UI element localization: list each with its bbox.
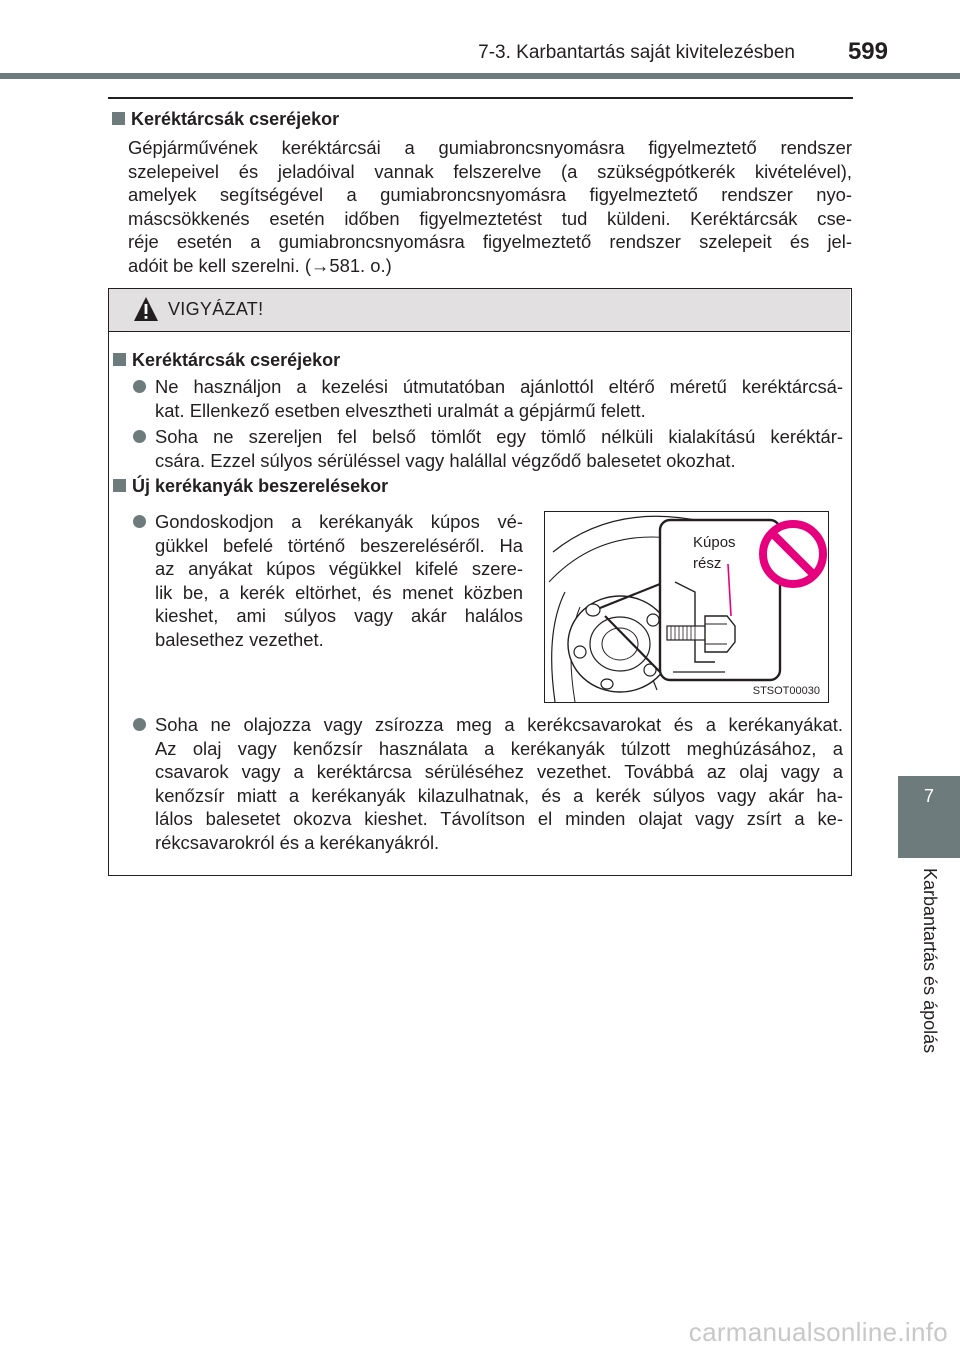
caution-heading-text: Új kerékanyák beszerelésekor (132, 476, 389, 496)
caution-header (109, 289, 850, 332)
bullet-line: Az olaj vagy kenőzsír használata a kerékanyák túlzott meghúzásához, a (155, 737, 843, 759)
bullet-line: Soha ne olajozza vagy zsírozza meg a kerékcsavarokat és a kerékanyákat. (155, 714, 843, 735)
paragraph-line: amelyek segítségével a gumiabroncsnyomásra figyelmeztető rendszer nyo- (128, 184, 852, 205)
section-heading-text: Keréktárcsák cseréjekor (131, 109, 340, 129)
bullet-line: Gondoskodjon a kerékanyák kúpos vé- (155, 511, 523, 532)
figure-code: STSOT00030 (752, 685, 820, 697)
caution-heading-text: Keréktárcsák cseréjekor (132, 350, 341, 370)
caution-heading (113, 476, 388, 497)
chapter-label: Karbantartás és ápolás (920, 868, 940, 1054)
bullet-line: kenőzsír miatt a kerékanyák kilazulhatnak, és a kerék súlyos vagy akár ha- (155, 784, 843, 806)
bullet-line: kat. Ellenkező esetben elvesztheti uralmát a gépjármű felett. (155, 399, 646, 421)
bullet-line: gükkel befelé történő beszereléséről. Ha (155, 534, 523, 556)
bullet-text (155, 375, 843, 422)
bullet-line: lálos balesetet okozva kieshet. Távolítson el minden olajat vagy zsírt a ke- (155, 808, 843, 829)
running-header: 7-3. Karbantartás saját kivitelezésben (478, 42, 795, 63)
bullet-line: balesethez vezethet. (155, 628, 324, 650)
square-bullet-icon (113, 479, 126, 492)
bullet-line: csára. Ezzel súlyos sérüléssel vagy halállal végződő balesetet okozhat. (155, 449, 736, 471)
bullet-line: lik be, a kerék eltörhet, és menet közben (155, 581, 523, 603)
bullet-text (155, 510, 523, 651)
bullet-line: Ne használjon a kezelési útmutatóban ajánlottól eltérő méretű keréktárcsá- (155, 376, 843, 397)
bullet-line: rékcsavarokról és a kerékanyákról. (155, 831, 440, 853)
bullet-text (155, 713, 843, 854)
square-bullet-icon (112, 112, 125, 125)
bullet-line: kieshet, ami súlyos vagy akár halálos (155, 605, 523, 626)
paragraph-line: szelepeivel és jeladóival vannak felszerelve (a szükségpótkerék kivételével), (128, 160, 852, 182)
paragraph-line: réje esetén a gumiabroncsnyomásra figyelmeztető rendszer szelepeit és jel- (128, 231, 852, 252)
cone-part-label (693, 532, 736, 574)
chapter-tab (898, 776, 960, 858)
square-bullet-icon (113, 353, 126, 366)
warning-triangle-icon (133, 295, 159, 323)
label-line: rész (693, 555, 722, 572)
bullet-line: az anyákat kúpos végükkel kifelé szere- (155, 558, 523, 579)
circle-bullet-icon (133, 515, 146, 528)
caution-title: VIGYÁZAT! (168, 299, 264, 319)
caution-heading (113, 350, 340, 371)
chapter-number: 7 (923, 786, 934, 806)
circle-bullet-icon (133, 380, 146, 393)
caution-box (108, 288, 852, 876)
lug-nut-illustration (544, 511, 829, 703)
section-paragraph (128, 136, 852, 277)
bullet-text (155, 425, 843, 472)
section-rule (108, 97, 853, 99)
bullet-line: csavarok vagy a keréktárcsa sérüléséhez vezethet. Továbbá az olaj vagy a (155, 761, 843, 782)
watermark: carmanualsonline.info (688, 1317, 948, 1347)
circle-bullet-icon (133, 430, 146, 443)
wheel-hub-drawing (545, 512, 829, 703)
header-rule (0, 73, 960, 79)
section-heading (112, 109, 339, 130)
page-number: 599 (847, 38, 888, 65)
paragraph-line: Gépjárművének keréktárcsái a gumiabroncsnyomásra figyelmeztető rendszer (128, 137, 852, 158)
circle-bullet-icon (133, 718, 146, 731)
paragraph-line: adóit be kell szerelni. (→581. o.) (128, 254, 392, 276)
label-line: Kúpos (693, 534, 736, 551)
paragraph-line: máscsökkenés esetén időben figyelmeztetést tud küldeni. Keréktárcsák cse- (128, 207, 852, 229)
bullet-line: Soha ne szereljen fel belső tömlőt egy tömlő nélküli kialakítású keréktár- (155, 426, 843, 447)
